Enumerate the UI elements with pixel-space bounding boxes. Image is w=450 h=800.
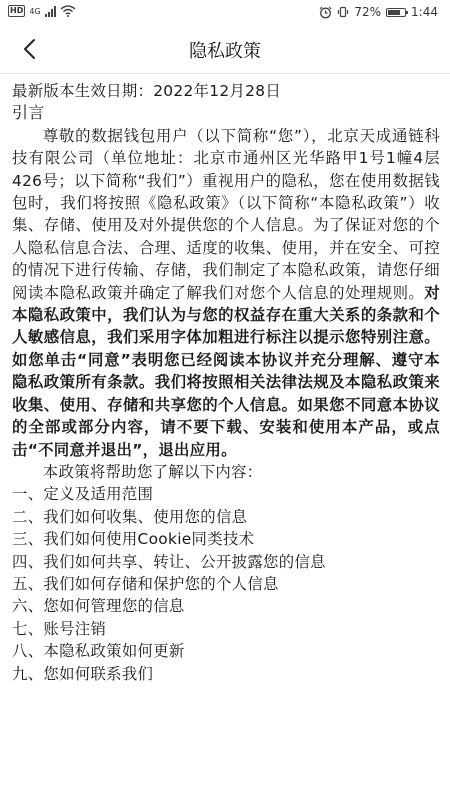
wifi-icon [60,5,76,17]
clock: 1:44 [411,5,438,19]
toc-intro: 本政策将帮助您了解以下内容： [42,462,263,481]
toc-item: 七、账号注销 [12,619,107,638]
intro-text: 尊敬的数据钱包用户（以下简称“您”），北京天成通链科技有限公司（单位地址：北京市通州区光华路甲1号1幢4层426号；以下简称“我们”）重视用户的隐私，您在使用数据钱包时，我们将按照《隐私政策》（以下简称“本隐私政策”）收集、存储、使用及对外提供您的个人信息。为了保证对您的个人隐私信息合法、合理、适度的收集、使用，并在安全、可控的情况下进行传输、存储，我们制定了本隐私政策，请您仔细阅读本隐私政策并确定了解我们对您个人信息的处理规则。 [12,126,440,302]
battery-percent: 72% [354,5,382,19]
status-right [319,5,438,19]
intro-title: 引言 [12,103,45,123]
signal-icon [45,6,56,17]
vibrate-icon [337,6,349,18]
toc-item: 四、我们如何共享、转让、公开披露您的信息 [12,552,326,571]
status-bar [0,0,450,26]
nav-bar [0,26,450,72]
policy-content [12,80,440,685]
nav-divider [0,73,450,74]
toc-list [12,483,440,685]
toc-item: 二、我们如何收集、使用您的信息 [12,507,248,526]
toc-item: 六、您如何管理您的信息 [12,597,185,616]
toc-item: 五、我们如何存储和保护您的个人信息 [12,574,279,593]
battery-fill [388,10,400,15]
intro-paragraph [12,125,440,461]
toc-item: 九、您如何联系我们 [12,664,154,683]
hd-badge: HD [10,6,24,15]
toc-item: 八、本隐私政策如何更新 [12,642,185,661]
alarm-clock-icon [319,6,332,19]
toc-item: 三、我们如何使用Cookie同类技术 [12,530,255,549]
status-left [8,5,76,17]
toc-item: 一、定义及适用范围 [12,485,154,504]
intro-bold-text: 对本隐私政策中，我们认为与您的权益存在重大关系的条款和个人敏感信息，我们采用字体加粗进行标注以提示您特别注意。如您单击“同意”表明您已经阅读本协议并充分理解、遵守本隐私政策所有条款。我们将按照相关法律法规及本隐私政策来收集、使用、存储和共享您的个人信息。如果您不同意本协议的全部或部分内容，请不要下载、安装和使用本产品，或点击“不同意并退出”，退出应用。 [12,283,440,459]
battery-icon [386,8,406,17]
page-title: 隐私政策 [189,41,261,62]
effective-date: 最新版本生效日期：2022年12月28日 [12,82,282,100]
network-type: 4G [29,6,41,16]
